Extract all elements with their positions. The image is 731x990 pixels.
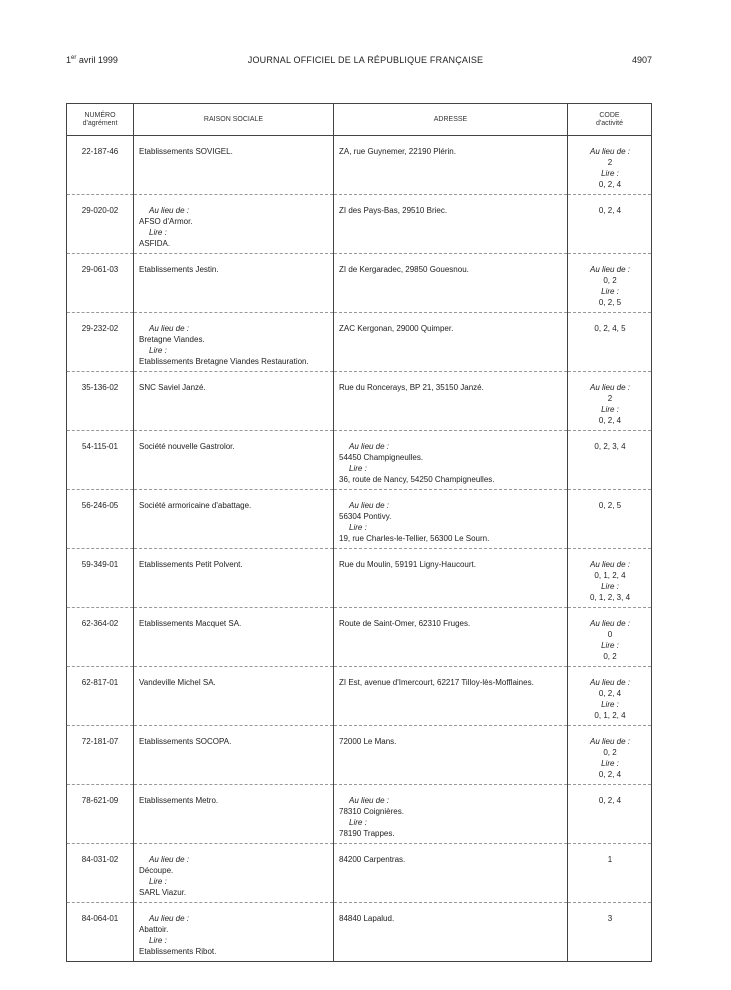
numero-cell: 35-136-02 [67, 372, 134, 431]
table-header-row [67, 104, 652, 136]
adresse-cell: Au lieu de : 56304 Pontivy. Lire : 19, rue Charles-le-Tellier, 56300 Le Sourn. [334, 490, 568, 549]
adresse-cell: ZI des Pays-Bas, 29510 Briec. [334, 195, 568, 254]
table-row [67, 785, 652, 844]
header-date: 1er avril 1999 [66, 55, 118, 65]
numero-cell: 29-020-02 [67, 195, 134, 254]
numero-cell: 29-061-03 [67, 254, 134, 313]
adresse-cell: 84200 Carpentras. [334, 844, 568, 903]
numero-cell: 78-621-09 [67, 785, 134, 844]
adresse-cell: Rue du Moulin, 59191 Ligny-Haucourt. [334, 549, 568, 608]
raison-sociale-cell: Etablissements Macquet SA. [134, 608, 334, 667]
numero-cell: 54-115-01 [67, 431, 134, 490]
numero-cell: 22-187-46 [67, 136, 134, 195]
raison-sociale-cell: Au lieu de : Découpe. Lire : SARL Viazur. [134, 844, 334, 903]
raison-sociale-cell: Au lieu de : Abattoir. Lire : Etablissements Ribot. [134, 903, 334, 962]
raison-sociale-cell: Etablissements Jestin. [134, 254, 334, 313]
adresse-cell: ZI Est, avenue d'Imercourt, 62217 Tilloy-lès-Mofflaines. [334, 667, 568, 726]
code-cell: Au lieu de : 0, 2 Lire : 0, 2, 5 [568, 254, 652, 313]
adresse-cell: Au lieu de : 54450 Champigneulles. Lire : 36, route de Nancy, 54250 Champigneulles. [334, 431, 568, 490]
adresse-cell: ZI de Kergaradec, 29850 Gouesnou. [334, 254, 568, 313]
raison-sociale-cell: Société armoricaine d'abattage. [134, 490, 334, 549]
code-cell: 0, 2, 4 [568, 195, 652, 254]
table-row [67, 195, 652, 254]
raison-sociale-cell: Etablissements SOVIGEL. [134, 136, 334, 195]
code-cell: 0, 2, 5 [568, 490, 652, 549]
table-row [67, 490, 652, 549]
numero-cell: 59-349-01 [67, 549, 134, 608]
table-row [67, 608, 652, 667]
adresse-cell: ZA, rue Guynemer, 22190 Plérin. [334, 136, 568, 195]
table-row [67, 372, 652, 431]
code-cell: Au lieu de : 2 Lire : 0, 2, 4 [568, 136, 652, 195]
adresse-cell: 72000 Le Mans. [334, 726, 568, 785]
adresse-cell: ZAC Kergonan, 29000 Quimper. [334, 313, 568, 372]
numero-cell: 62-817-01 [67, 667, 134, 726]
table-row [67, 844, 652, 903]
code-cell: 0, 2, 3, 4 [568, 431, 652, 490]
numero-cell: 84-064-01 [67, 903, 134, 962]
code-cell: Au lieu de : 0, 2 Lire : 0, 2, 4 [568, 726, 652, 785]
page-header [0, 55, 731, 69]
adresse-cell: Route de Saint-Omer, 62310 Fruges. [334, 608, 568, 667]
numero-cell: 29-232-02 [67, 313, 134, 372]
code-cell: Au lieu de : 0, 2, 4 Lire : 0, 1, 2, 4 [568, 667, 652, 726]
code-cell: 0, 2, 4, 5 [568, 313, 652, 372]
table-row [67, 136, 652, 195]
table-row [67, 431, 652, 490]
table-row [67, 549, 652, 608]
numero-cell: 56-246-05 [67, 490, 134, 549]
raison-sociale-cell: Etablissements Metro. [134, 785, 334, 844]
table-row [67, 313, 652, 372]
adresse-cell: Au lieu de : 78310 Coignières. Lire : 78190 Trappes. [334, 785, 568, 844]
numero-cell: 62-364-02 [67, 608, 134, 667]
numero-cell: 84-031-02 [67, 844, 134, 903]
numero-cell: 72-181-07 [67, 726, 134, 785]
page-number: 4907 [631, 55, 652, 65]
raison-sociale-cell: SNC Saviel Janzé. [134, 372, 334, 431]
journal-title: JOURNAL OFFICIEL DE LA RÉPUBLIQUE FRANÇAISE [247, 55, 484, 65]
table-row [67, 254, 652, 313]
table-row [67, 726, 652, 785]
code-cell: Au lieu de : 0, 1, 2, 4 Lire : 0, 1, 2, 3, 4 [568, 549, 652, 608]
adresse-cell: Rue du Roncerays, BP 21, 35150 Janzé. [334, 372, 568, 431]
table-row [67, 667, 652, 726]
code-cell: 1 [568, 844, 652, 903]
raison-sociale-cell: Au lieu de : Bretagne Viandes. Lire : Etablissements Bretagne Viandes Restauration. [134, 313, 334, 372]
column-header-code: CODE d'activité [568, 104, 652, 136]
code-cell: Au lieu de : 2 Lire : 0, 2, 4 [568, 372, 652, 431]
code-cell: Au lieu de : 0 Lire : 0, 2 [568, 608, 652, 667]
raison-sociale-cell: Etablissements Petit Polvent. [134, 549, 334, 608]
code-cell: 3 [568, 903, 652, 962]
adresse-cell: 84840 Lapalud. [334, 903, 568, 962]
raison-sociale-cell: Au lieu de : AFSO d'Armor. Lire : ASFIDA. [134, 195, 334, 254]
raison-sociale-cell: Société nouvelle Gastrolor. [134, 431, 334, 490]
column-header-raison-sociale: RAISON SOCIALE [134, 104, 334, 136]
raison-sociale-cell: Etablissements SOCOPA. [134, 726, 334, 785]
code-cell: 0, 2, 4 [568, 785, 652, 844]
column-header-adresse: ADRESSE [334, 104, 568, 136]
raison-sociale-cell: Vandeville Michel SA. [134, 667, 334, 726]
agrement-table [66, 103, 652, 962]
column-header-numero: NUMÉRO d'agrément [67, 104, 134, 136]
table-row [67, 903, 652, 962]
